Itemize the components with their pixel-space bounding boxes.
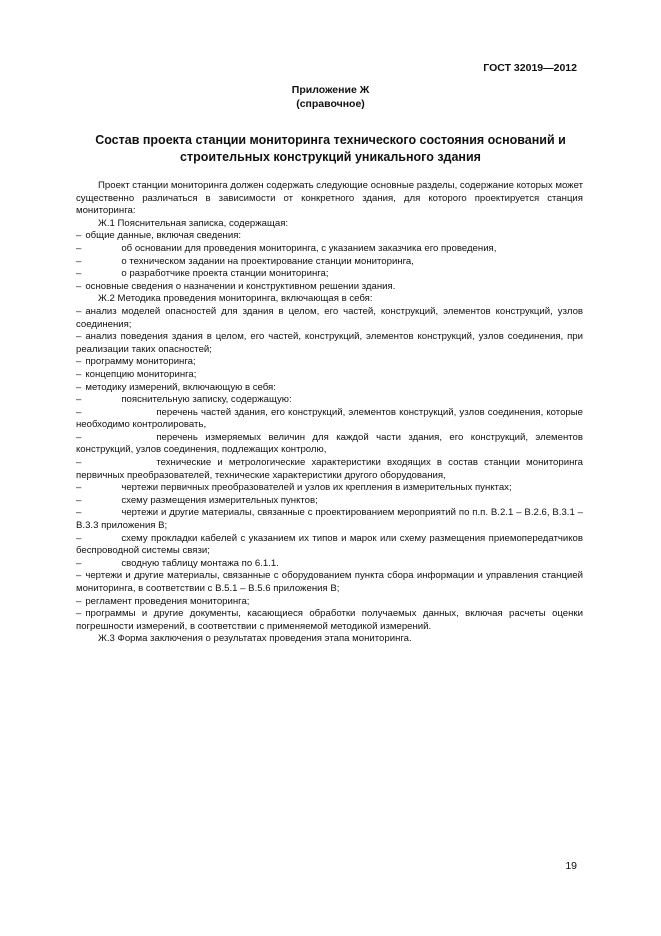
list-item: – сводную таблицу монтажа по 6.1.1.: [76, 557, 279, 569]
list-item: – чертежи и другие материалы, связанные с проектированием мероприятий по п.п. В.2.1 – В.2.6, В.3.1 – В.3.3 приложения В;: [76, 507, 583, 532]
list-item: – технические и метрологические характеристики входящих в состав станции мониторинга первичных преобразователей, технические характеристики другого оборудования,: [76, 457, 583, 481]
list-item: – пояснительную записку, содержащую:: [76, 394, 292, 406]
list-item: – об основании для проведения мониторинга, с указанием заказчика его проведения,: [76, 242, 497, 254]
section-zh1: Ж.1 Пояснительная записка, содержащая:: [98, 217, 289, 229]
list-item: – общие данные, включая сведения:: [76, 230, 242, 242]
document-title: [60, 132, 601, 166]
list-item: – методику измерений, включающую в себя:: [76, 381, 276, 393]
list-item: – перечень частей здания, его конструкций, элементов конструкций, узлов соединения, которые необходимо контролировать,: [76, 406, 583, 431]
list-item: – основные сведения о назначении и конструктивном решении здания.: [76, 280, 396, 292]
appendix-heading: [0, 83, 661, 111]
list-item: – схему размещения измерительных пунктов;: [76, 494, 318, 506]
list-item: – чертежи и другие материалы, связанные с оборудованием пункта сбора информации и управления станцией мониторинга, в соответствии с В.5.1 – В.5.6 приложения В;: [76, 570, 583, 594]
title-line-1: Состав проекта станции мониторинга технического состояния оснований и: [95, 133, 566, 147]
list-item: – чертежи первичных преобразователей и узлов их крепления в измерительных пунктах;: [76, 482, 512, 494]
list-item: – концепцию мониторинга;: [76, 368, 197, 380]
list-item: – о техническом задании на проектирование станции мониторинга,: [76, 255, 414, 267]
list-item: – перечень измеряемых величин для каждой части здания, его конструкций, элементов конструкций, узлов соединения, подлежащих контролю,: [76, 431, 583, 456]
list-item: – схему прокладки кабелей с указанием их типов и марок или схему размещения приемопередатчиков беспроводной системы связи;: [76, 532, 583, 557]
list-item: – программы и другие документы, касающиеся обработки получаемых данных, включая расчеты оценки погрешности измерений, в соответствии с применяемой методикой измерений.: [76, 608, 583, 632]
intro-paragraph: Проект станции мониторинга должен содержать следующие основные разделы, содержание которых может существенно различаться в зависимости от конкретного здания, для которого проектируется станция мониторинга:: [76, 180, 584, 217]
list-item: – анализ моделей опасностей для здания в целом, его частей, конструкций, элементов конструкций, узлов соединения;: [76, 305, 583, 330]
section-zh2: Ж.2 Методика проведения мониторинга, включающая в себя:: [98, 293, 373, 305]
document-body: [76, 180, 583, 646]
list-item: – анализ поведения здания в целом, его частей, конструкций, элементов конструкций, узлов соединения, при реализации таких опасностей;: [76, 331, 583, 355]
page-number: 19: [565, 860, 577, 872]
section-zh3: Ж.3 Форма заключения о результатах проведения этапа мониторинга.: [98, 633, 412, 645]
standard-number: ГОСТ 32019—2012: [483, 62, 577, 74]
title-line-2: строительных конструкций уникального здания: [180, 150, 481, 164]
list-item: – программу мониторинга;: [76, 356, 196, 368]
list-item: – регламент проведения мониторинга;: [76, 595, 250, 607]
list-item: – о разработчике проекта станции мониторинга;: [76, 268, 329, 280]
appendix-label: Приложение Ж: [291, 84, 370, 96]
appendix-type: (справочное): [296, 98, 365, 110]
